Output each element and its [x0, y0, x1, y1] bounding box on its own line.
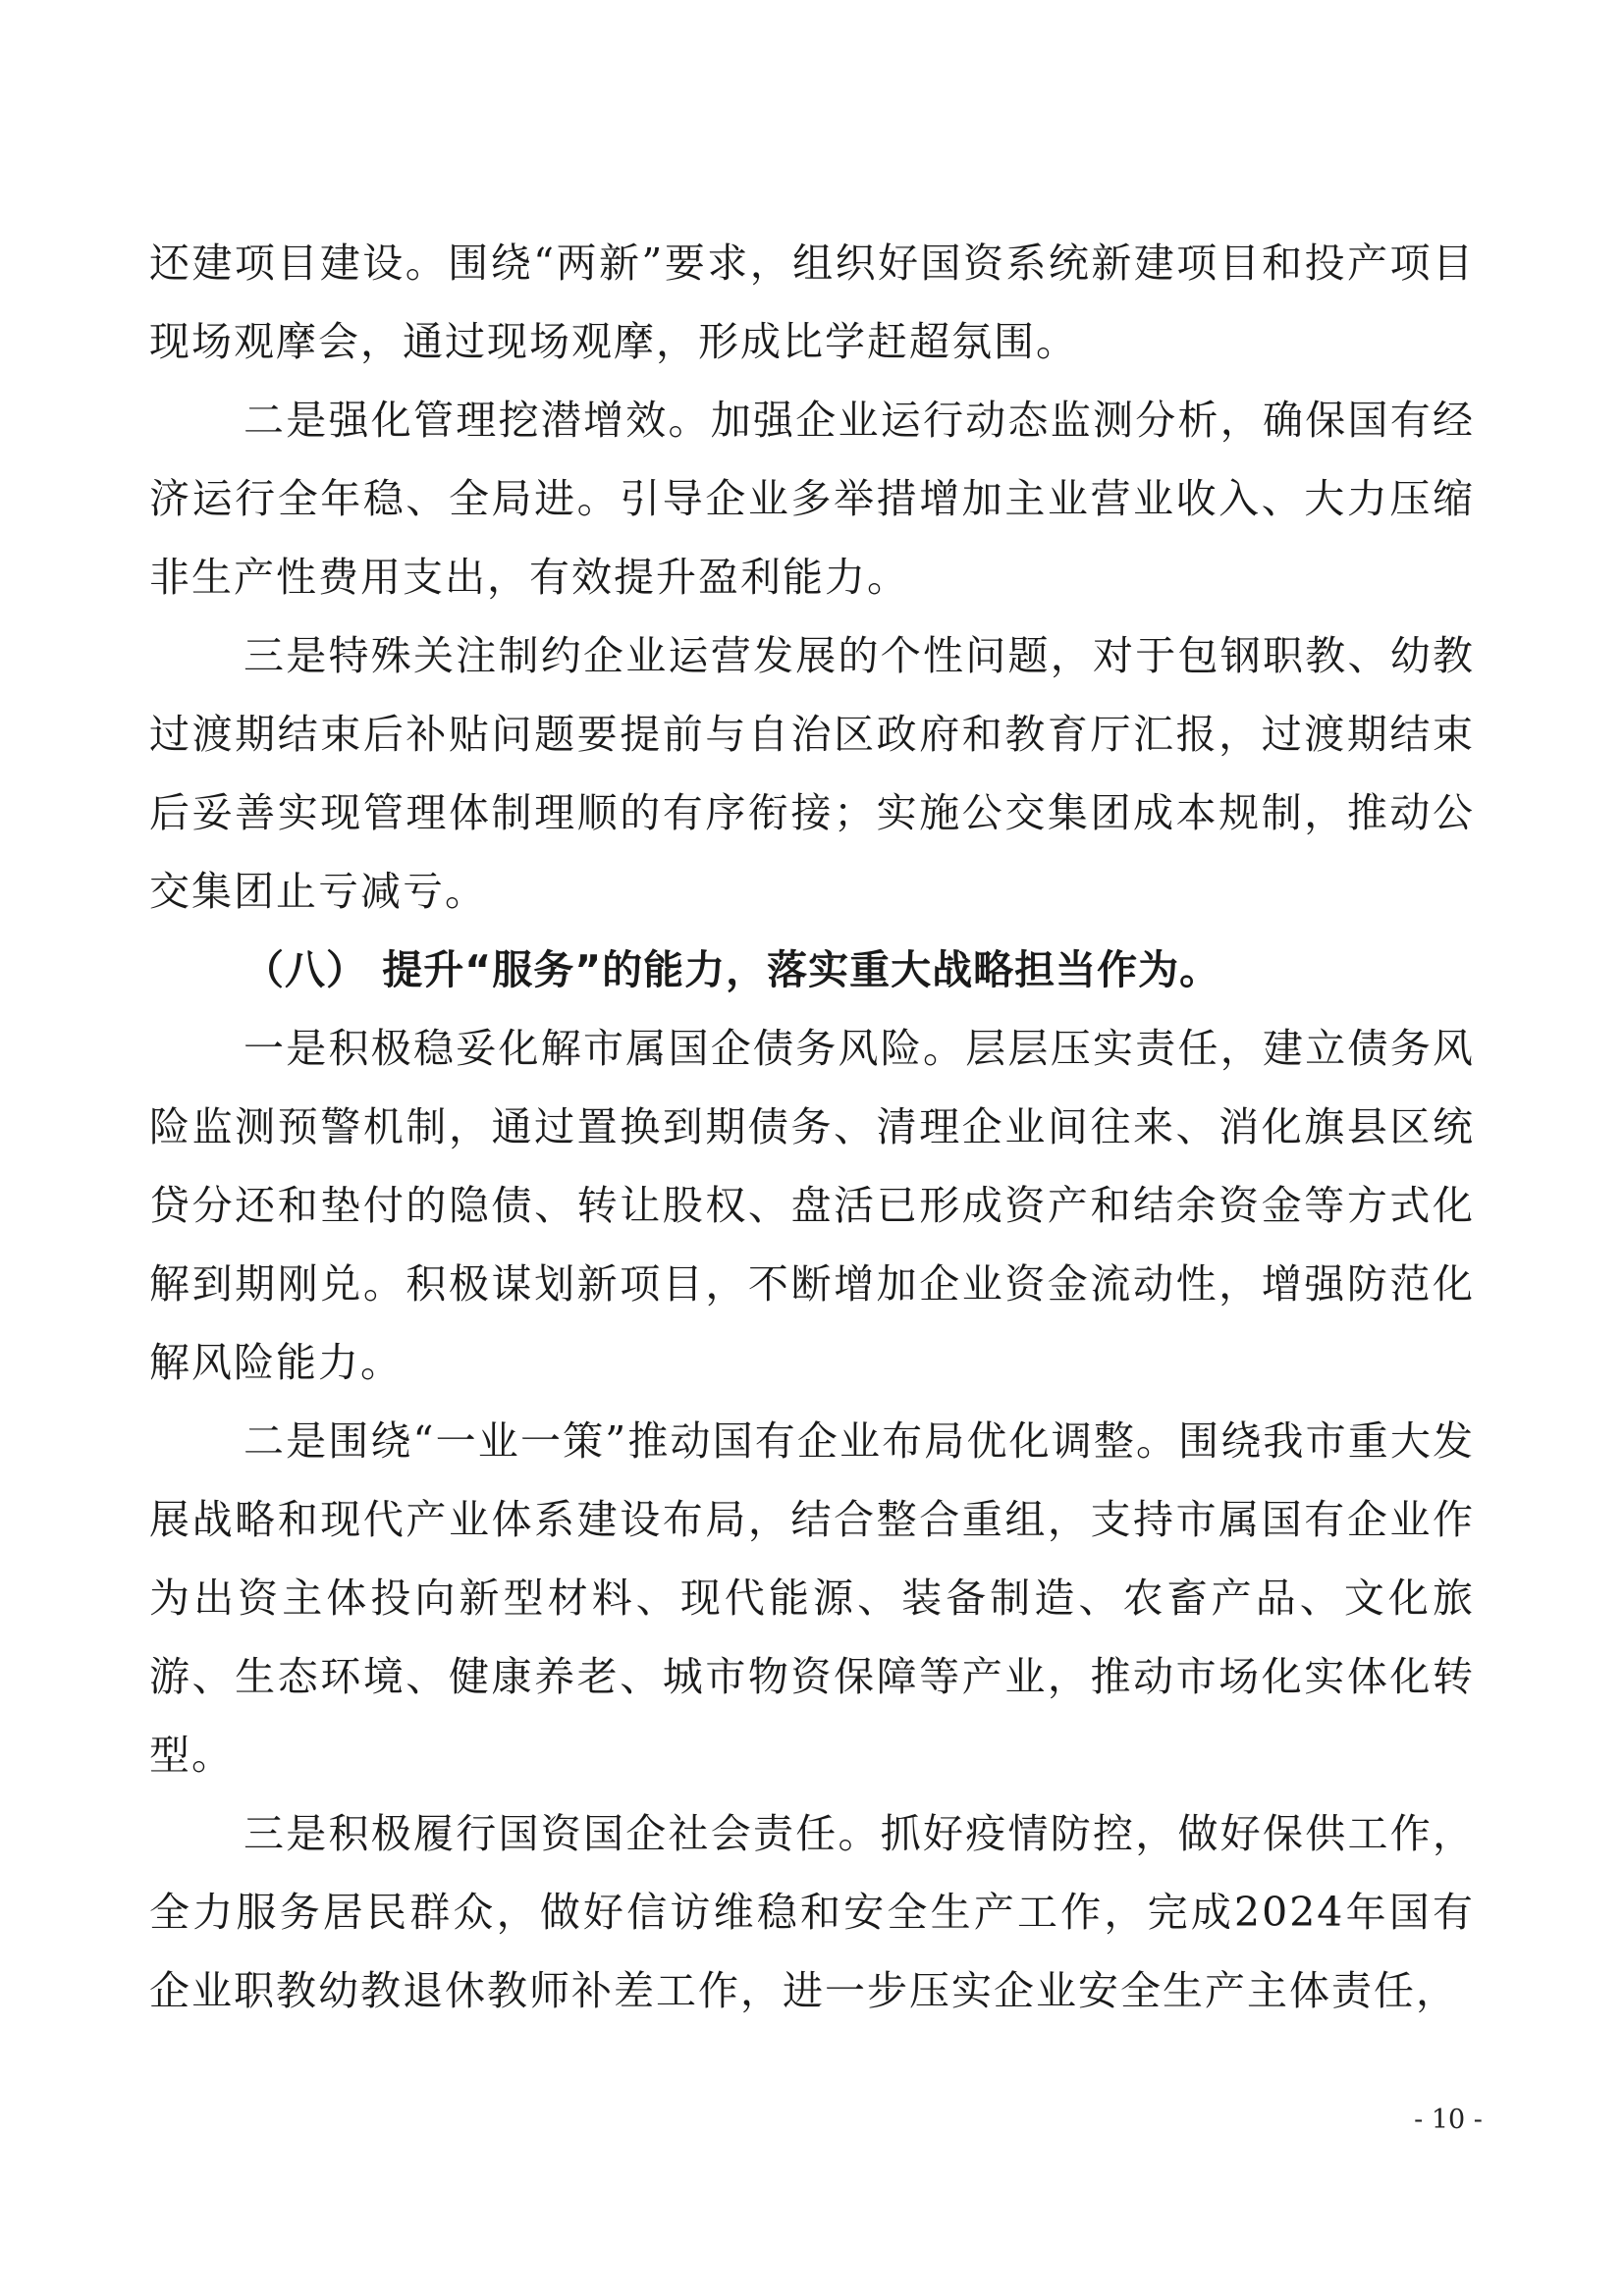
paragraph-social-responsibility: 三是积极履行国资国企社会责任。抓好疫情防控，做好保供工作，全力服务居民群众，做好信访维稳和安全生产工作，完成2024年国有企业职教幼教退休教师补差工作，进一步压实企业安全生产主体责任，	[149, 1810, 1475, 2014]
document-body	[149, 224, 1475, 2030]
paragraph-debt-risk: 一是积极稳妥化解市属国企债务风险。层层压实责任，建立债务风险监测预警机制，通过置换到期债务、清理企业间往来、消化旗县区统贷分还和垫付的隐债、转让股权、盘活已形成资产和结余资金等方式化解到期刚兑。积极谋划新项目，不断增加企业资金流动性，增强防范化解风险能力。	[149, 1025, 1475, 1386]
paragraph-special-attention: 三是特殊关注制约企业运营发展的个性问题，对于包钢职教、幼教过渡期结束后补贴问题要提前与自治区政府和教育厅汇报，过渡期结束后妥善实现管理体制理顺的有序衔接；实施公交集团成本规制，推动公交集团止亏减亏。	[149, 632, 1475, 915]
paragraph-industry-layout: 二是围绕“一业一策”推动国有企业布局优化调整。围绕我市重大发展战略和现代产业体系建设布局，结合整合重组，支持市属国有企业作为出资主体投向新型材料、现代能源、装备制造、农畜产品、文化旅游、生态环境、健康养老、城市物资保障等产业，推动市场化实体化转型。	[149, 1417, 1475, 1779]
page-number: - 10 -	[1414, 2105, 1483, 2135]
paragraph-strengthen-management: 二是强化管理挖潜增效。加强企业运行动态监测分析，确保国有经济运行全年稳、全局进。引导企业多举措增加主业营业收入、大力压缩非生产性费用支出，有效提升盈利能力。	[149, 397, 1475, 601]
paragraph-continuation: 还建项目建设。围绕“两新”要求，组织好国资系统新建项目和投产项目现场观摩会，通过现场观摩，形成比学赶超氛围。	[149, 240, 1475, 365]
section-heading-eight: （八） 提升“服务”的能力，落实重大战略担当作为。	[244, 946, 1221, 993]
